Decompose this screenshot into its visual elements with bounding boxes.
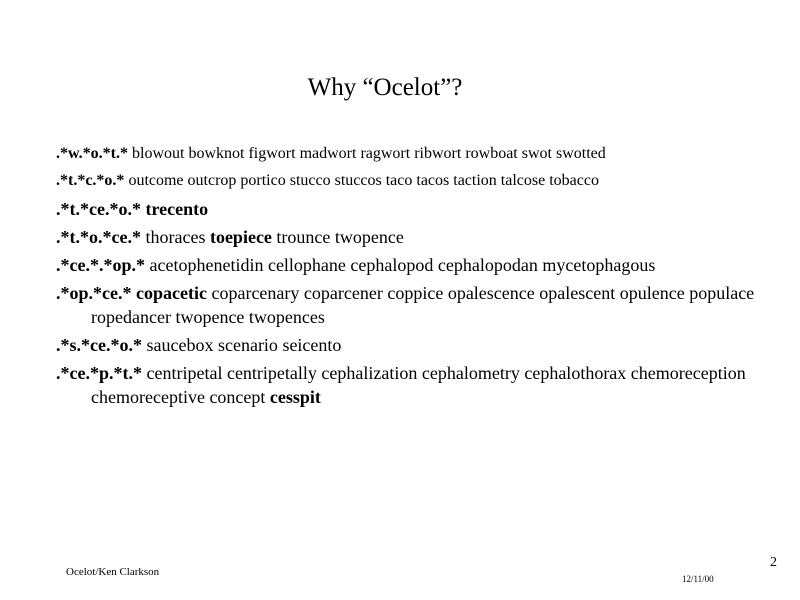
matching-word: mycetophagous	[542, 255, 656, 275]
pattern-row	[56, 225, 776, 249]
pattern-row	[56, 333, 776, 357]
matching-word: trecento	[145, 199, 209, 219]
regex-pattern: .*w.*o.*t.*	[56, 145, 128, 162]
matching-word: taco	[385, 172, 413, 189]
matching-word: cesspit	[269, 387, 321, 407]
matching-words	[128, 172, 599, 189]
matching-word: tacos	[416, 172, 450, 189]
matching-word: swot	[521, 145, 552, 162]
matching-word: taction	[453, 172, 497, 189]
matching-word: ribwort	[414, 145, 462, 162]
matching-word: ropedancer	[91, 307, 171, 327]
regex-pattern: .*op.*ce.*	[56, 283, 132, 303]
matching-word: stucco	[289, 172, 331, 189]
matching-word: trounce	[276, 227, 331, 247]
matching-word: ragwort	[360, 145, 411, 162]
matching-word: rowboat	[465, 145, 518, 162]
matching-word: acetophenetidin	[149, 255, 264, 275]
slide-title: Why “Ocelot”?	[307, 74, 463, 101]
matching-word: outcome	[128, 172, 184, 189]
matching-word: blowout	[132, 145, 185, 162]
matching-word: stuccos	[334, 172, 382, 189]
pattern-row	[56, 170, 776, 191]
matching-word: cephalopodan	[437, 255, 538, 275]
pattern-list	[56, 143, 776, 413]
matching-word: twopence	[334, 227, 404, 247]
pattern-row	[56, 361, 776, 409]
matching-word: outcrop	[187, 172, 237, 189]
matching-word: opalescent	[539, 283, 616, 303]
regex-pattern: .*t.*c.*o.*	[56, 172, 125, 189]
matching-word: madwort	[299, 145, 357, 162]
matching-word: tobacco	[549, 172, 599, 189]
matching-words	[91, 363, 746, 407]
matching-word: cephalometry	[421, 363, 520, 383]
matching-words	[132, 145, 606, 162]
matching-word: populace	[689, 283, 755, 303]
pattern-row	[56, 253, 776, 277]
regex-pattern: .*t.*o.*ce.*	[56, 227, 141, 247]
matching-word: concept	[209, 387, 266, 407]
matching-words	[145, 227, 403, 247]
matching-word: portico	[240, 172, 286, 189]
matching-word: swotted	[555, 145, 606, 162]
pattern-row	[56, 281, 776, 329]
matching-word: bowknot	[188, 145, 245, 162]
matching-word: chemoreception	[630, 363, 746, 383]
footer-author: Ocelot/Ken Clarkson	[66, 566, 160, 578]
matching-word: twopence	[175, 307, 245, 327]
matching-words	[146, 335, 341, 355]
matching-word: coparcener	[303, 283, 383, 303]
regex-pattern: .*t.*ce.*o.*	[56, 199, 141, 219]
pattern-row	[56, 143, 776, 164]
matching-word: talcose	[500, 172, 546, 189]
pattern-row	[56, 197, 776, 221]
matching-word: thoraces	[145, 227, 206, 247]
matching-words	[150, 255, 656, 275]
matching-word: cephalothorax	[524, 363, 627, 383]
matching-word: centripetally	[226, 363, 317, 383]
matching-word: opalescence	[447, 283, 535, 303]
matching-word: saucebox	[146, 335, 214, 355]
matching-words	[145, 199, 208, 219]
regex-pattern: .*s.*ce.*o.*	[56, 335, 142, 355]
matching-word: chemoreceptive	[91, 387, 205, 407]
matching-word: figwort	[248, 145, 296, 162]
matching-word: opulence	[619, 283, 685, 303]
regex-pattern: .*ce.*p.*t.*	[56, 363, 142, 383]
footer-date: 12/11/00	[682, 574, 714, 584]
matching-word: toepiece	[209, 227, 272, 247]
matching-word: coparcenary	[211, 283, 300, 303]
regex-pattern: .*ce.*.*op.*	[56, 255, 145, 275]
matching-word: seicento	[282, 335, 342, 355]
matching-word: twopences	[248, 307, 325, 327]
matching-word: scenario	[217, 335, 278, 355]
matching-word: coppice	[387, 283, 444, 303]
matching-word: copacetic	[136, 283, 207, 303]
matching-word: centripetal	[146, 363, 223, 383]
matching-word: cephalopod	[350, 255, 434, 275]
matching-word: cephalization	[321, 363, 418, 383]
page-number: 2	[770, 555, 777, 570]
matching-words	[91, 283, 754, 327]
matching-word: cellophane	[267, 255, 346, 275]
